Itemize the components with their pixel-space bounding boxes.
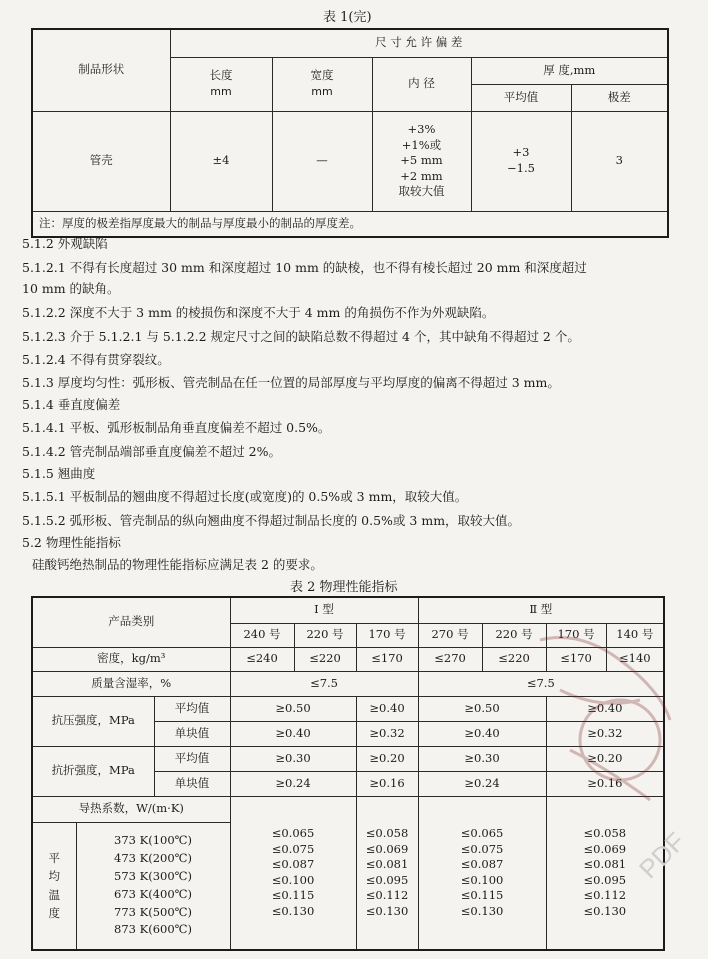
grade-header: 220 号 [482,623,546,647]
value-cell: ≥0.40 [230,721,356,746]
grade-header: 240 号 [230,623,294,647]
table2-caption: 表 2 物理性能指标 [290,580,398,595]
grade-header: 220 号 [294,623,356,647]
type2-header: Ⅱ 型 [418,597,664,623]
shape-cell: 管壳 [32,111,170,211]
value-cell: ≥0.40 [546,696,664,721]
value-cell: ≥0.24 [230,771,356,796]
conductivity-label: 导热系数，W/(m·K) [32,796,230,822]
clause-5-1-5: 5.1.5 翘曲度 [22,466,96,481]
moisture-cell: ≤7.5 [230,671,418,696]
inner-diameter-cell: +3% +1%或 +5 mm +2 mm 取较大值 [372,111,471,211]
clause-5-1-4: 5.1.4 垂直度偏差 [22,397,121,412]
value-cell: ≥0.32 [356,721,418,746]
clause-5-1-2-4: 5.1.2.4 不得有贯穿裂纹。 [22,352,170,367]
grade-header: 170 号 [356,623,418,647]
avg-label: 平均值 [154,696,230,721]
width-cell: — [272,111,372,211]
thickness-range-cell: 3 [571,111,668,211]
clause-5-2: 5.2 物理性能指标 [22,535,121,550]
clause-5-1-2-1: 5.1.2.1 不得有长度超过 30 mm 和深度超过 10 mm 的缺棱，也不得有棱长超过 20 mm 和深度超过 [22,260,587,275]
density-cell: ≤240 [230,647,294,671]
grade-header: 270 号 [418,623,482,647]
conductivity-col: ≤0.065 ≤0.075 ≤0.087 ≤0.100 ≤0.115 ≤0.130 [418,796,546,950]
thickness-avg-cell: +3 −1.5 [471,111,571,211]
clause-5-1-2-2: 5.1.2.2 深度不大于 3 mm 的棱损伤和深度不大于 4 mm 的角损伤不作为外观缺陷。 [22,305,495,320]
clause-5-1-2-1-cont: 10 mm 的缺角。 [22,281,120,296]
density-cell: ≤140 [606,647,664,671]
width-header: 宽度 mm [272,57,372,111]
table1-caption: 表 1(完) [323,10,372,25]
inner-diameter-header: 内 径 [372,57,471,111]
compressive-label: 抗压强度，MPa [32,696,154,746]
value-cell: ≥0.30 [418,746,546,771]
avg-label: 平均值 [154,746,230,771]
watermark-text: PDF [633,826,692,885]
flexural-label: 抗折强度，MPa [32,746,154,796]
table1-note: 注：厚度的极差指厚度最大的制品与厚度最小的制品的厚度差。 [32,211,668,237]
conductivity-col: ≤0.058 ≤0.069 ≤0.081 ≤0.095 ≤0.112 ≤0.130 [546,796,664,950]
single-label: 单块值 [154,771,230,796]
clause-5-1-2-3: 5.1.2.3 介于 5.1.2.1 与 5.1.2.2 规定尺寸之间的缺陷总数不得超过 4 个，其中缺角不得超过 2 个。 [22,329,580,344]
clause-5-1-4-2: 5.1.4.2 管壳制品端部垂直度偏差不超过 2%。 [22,444,282,459]
clause-5-1-5-1: 5.1.5.1 平板制品的翘曲度不得超过长度(或宽度)的 0.5%或 3 mm，取较大值。 [22,489,468,504]
category-header: 产品类别 [32,597,230,647]
clause-5-1-2: 5.1.2 外观缺陷 [22,236,108,251]
density-label: 密度，kg/m³ [32,647,230,671]
temperature-list: 373 K(100℃) 473 K(200℃) 573 K(300℃) 673 K(400℃) 773 K(500℃) 873 K(600℃) [76,822,230,950]
tolerance-header: 尺 寸 允 许 偏 差 [170,29,668,57]
value-cell: ≥0.32 [546,721,664,746]
shape-header: 制品形状 [32,29,170,111]
density-cell: ≤220 [294,647,356,671]
value-cell: ≥0.50 [418,696,546,721]
clause-5-1-3: 5.1.3 厚度均匀性：弧形板、管壳制品在任一位置的局部厚度与平均厚度的偏离不得超过 3 mm。 [22,375,560,390]
thickness-header: 厚 度,mm [471,57,668,84]
conductivity-col: ≤0.058 ≤0.069 ≤0.081 ≤0.095 ≤0.112 ≤0.130 [356,796,418,950]
value-cell: ≥0.30 [230,746,356,771]
grade-header: 170 号 [546,623,606,647]
density-cell: ≤220 [482,647,546,671]
single-label: 单块值 [154,721,230,746]
moisture-cell: ≤7.5 [418,671,664,696]
value-cell: ≥0.24 [418,771,546,796]
value-cell: ≥0.40 [356,696,418,721]
clause-5-1-4-1: 5.1.4.1 平板、弧形板制品角垂直度偏差不超过 0.5%。 [22,420,331,435]
grade-header: 140 号 [606,623,664,647]
value-cell: ≥0.50 [230,696,356,721]
value-cell: ≥0.16 [356,771,418,796]
thickness-avg-header: 平均值 [471,84,571,111]
temperature-label: 平 均 温 度 [32,822,76,950]
clause-5-2-text: 硅酸钙绝热制品的物理性能指标应满足表 2 的要求。 [32,557,323,572]
value-cell: ≥0.20 [546,746,664,771]
thickness-range-header: 极差 [571,84,668,111]
value-cell: ≥0.20 [356,746,418,771]
type1-header: Ⅰ 型 [230,597,418,623]
density-cell: ≤170 [356,647,418,671]
value-cell: ≥0.16 [546,771,664,796]
length-cell: ±4 [170,111,272,211]
density-cell: ≤270 [418,647,482,671]
table2 [31,596,665,951]
conductivity-col: ≤0.065 ≤0.075 ≤0.087 ≤0.100 ≤0.115 ≤0.130 [230,796,356,950]
table1 [31,28,669,238]
density-cell: ≤170 [546,647,606,671]
moisture-label: 质量含湿率，% [32,671,230,696]
clause-5-1-5-2: 5.1.5.2 弧形板、管壳制品的纵向翘曲度不得超过制品长度的 0.5%或 3 mm，取较大值。 [22,513,521,528]
value-cell: ≥0.40 [418,721,546,746]
length-header: 长度 mm [170,57,272,111]
